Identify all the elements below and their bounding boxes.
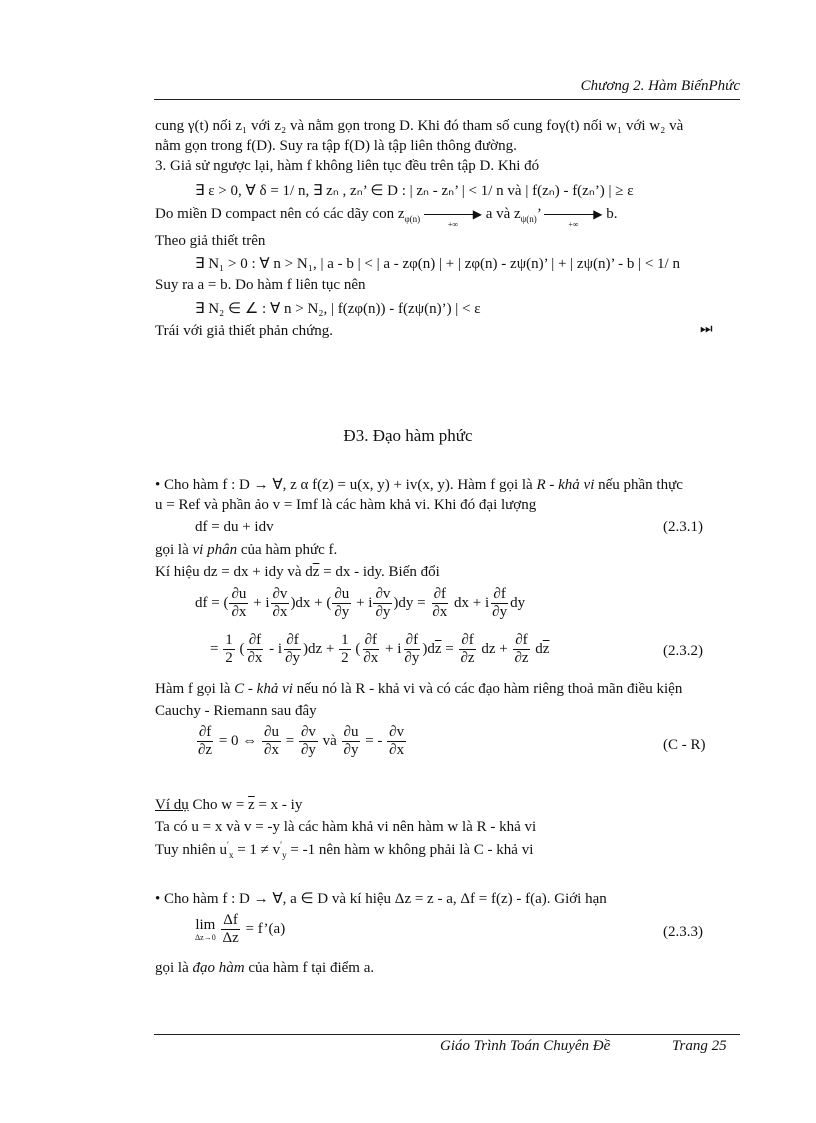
frac-du-dy (342, 724, 361, 759)
equation-2-3-1: df = du + idv (195, 519, 274, 535)
body-p2: u = Ref và phần ảo v = Imf là các hàm khả vi. Khi đó đại lượng (155, 497, 537, 513)
den: ∂z (198, 742, 213, 758)
example-3-text: Tuy nhiên u (155, 842, 227, 858)
prime: ′ (226, 840, 229, 850)
proof-line-10: Trái với giả thiết phản chứng. (155, 323, 333, 339)
equation-number-cr: (C - R) (663, 737, 706, 753)
frac-one-half (339, 632, 351, 667)
num: ∂f (461, 632, 474, 648)
differential-expansion-line-1 (195, 586, 525, 621)
frac-dv-dx (387, 724, 406, 759)
text-dx-plus: )dx + ( (290, 594, 332, 611)
text-close-d: )d (422, 640, 435, 657)
sub-y: y (282, 850, 287, 860)
proof-line-9: ∃ N₂ ∈ ∠ : ∀ n > N₂, | f(zφ(n)) - f(zψ(n)’) | < ε (195, 301, 481, 317)
frac-df-dzbar (196, 724, 214, 759)
header-rule (154, 99, 740, 100)
frac-dv-dx (271, 586, 290, 621)
example-line-1 (155, 797, 302, 814)
sub-x: x (228, 850, 234, 860)
body-p8-text: gọi là (155, 960, 193, 976)
example-3-mid: = 1 ≠ v (233, 842, 281, 858)
equation-number-2-3-2: (2.3.2) (663, 643, 703, 659)
proof-line-3: 3. Giả sử ngược lại, hàm f không liên tục đều trên tập D. Khi đó (155, 158, 540, 174)
body-p1-end: nếu phần thực (594, 477, 683, 493)
running-header: Chương 2. Hàm BiếnPhức (580, 78, 740, 94)
arrow-label-1: +∞ (447, 219, 459, 229)
frac-delta-f-delta-z (220, 912, 240, 947)
proof-line-1: cung γ(t) nối z₁ với z₂ và nằm gọn trong D. Khi đó tham số cung foγ(t) nối w₁ với w₂ và (155, 118, 684, 134)
example-text-end: = x - iy (254, 797, 303, 813)
den: ∂y (334, 604, 350, 620)
num: ∂f (405, 632, 419, 648)
frac-df-dy (283, 632, 302, 667)
body-p7: • Cho hàm f : D → ∀, a ∈ D và kí hiệu Δz = z - a, Δf = f(z) - f(a). Giới hạn (155, 891, 607, 907)
text-d: d (531, 640, 543, 657)
limit-arrow-1: ▶ +∞ (424, 208, 482, 222)
den: ∂y (285, 650, 300, 666)
prime: ′ (280, 840, 283, 850)
term-r-kha-vi: R - khả vi (536, 477, 595, 493)
proof-line-5-sub2: ψ(n) (520, 214, 537, 224)
example-text: Cho w = (188, 797, 249, 813)
proof-line-5-text-b: a và z (481, 206, 521, 222)
den: ∂y (343, 742, 359, 758)
den: ∂x (432, 604, 448, 620)
frac-dv-dy (299, 724, 318, 759)
footer-rule (154, 1034, 740, 1035)
text-eq0: = 0 ⇔ (215, 732, 262, 749)
equation-number-2-3-1: (2.3.1) (663, 519, 703, 535)
lim-rhs: = f’(a) (241, 920, 286, 937)
proof-line-6: Theo giả thiết trên (155, 233, 266, 249)
limit-arrow-2: ▶ +∞ (544, 208, 602, 222)
num: ∂u (334, 586, 350, 602)
proof-line-2: nằm gọn trong f(D). Suy ra tập f(D) là tập liên thông đường. (155, 138, 517, 154)
den: ∂z (460, 650, 475, 666)
den: ∂x (231, 604, 247, 620)
proof-line-5-sub1: φ(n) (404, 214, 421, 224)
den: 2 (341, 650, 349, 666)
example-label: Ví dụ (155, 797, 189, 813)
den: ∂y (404, 650, 420, 666)
term-dao-ham: đạo hàm (192, 960, 245, 976)
derivative-limit (195, 912, 285, 947)
num: 1 (341, 632, 349, 648)
num: ∂v (375, 586, 391, 602)
body-p5 (155, 681, 682, 698)
frac-dv-dy (373, 586, 392, 621)
frac-one-half (223, 632, 235, 667)
text-plus-i: + i (352, 594, 373, 611)
body-p5-end: nếu nó là R - khả vi và có các đạo hàm riêng thoả mãn điều kiện (292, 681, 683, 697)
den: ∂x (363, 650, 379, 666)
lim-sub: Δz→0 (195, 933, 216, 942)
den: ∂z (514, 650, 529, 666)
num: ∂v (272, 586, 288, 602)
proof-line-5-prime: ’ (536, 206, 541, 222)
z-bar: $\overline{z}$ (542, 640, 550, 657)
term-c-kha-vi: C - khả vi (234, 681, 293, 697)
text-plus-i: + i (381, 640, 402, 657)
proof-line-7: ∃ N₁ > 0 : ∀ n > N₁, | a - b | < | a - zφ(n) | + | zφ(n) - zψ(n)’ | + | zψ(n)’ - b | < 1/ n (195, 256, 680, 272)
body-p3-text: gọi là (155, 542, 193, 558)
example-line-3 (155, 840, 533, 860)
frac-du-dy (332, 586, 351, 621)
text-open: ( (351, 640, 361, 657)
text-va: và (318, 732, 341, 749)
text-dx-plus-i: dx + i (450, 594, 490, 611)
num: ∂f (286, 632, 299, 648)
text-open: ( (235, 640, 245, 657)
frac-df-dy (402, 632, 421, 667)
differential-expansion-line-2 (210, 632, 549, 667)
den: ∂x (272, 604, 288, 620)
num: ∂v (389, 724, 405, 740)
proof-line-8: Suy ra a = b. Do hàm f liên tục nên (155, 277, 366, 293)
proof-line-4: ∃ ε > 0, ∀ δ = 1/ n, ∃ zₙ , zₙ’ ∈ D : | zₙ - zₙ’ | < 1/ n và | f(zₙ) - f(zₙ’) | ≥ ε (195, 183, 634, 199)
cauchy-riemann-equation (195, 724, 407, 759)
body-p6: Cauchy - Riemann sau đây (155, 703, 317, 719)
den: Δz (222, 930, 239, 946)
den: ∂y (300, 742, 316, 758)
text-eq: = (441, 640, 458, 657)
end-of-proof-icon: ⏭ (700, 322, 713, 337)
num: ∂u (343, 724, 359, 740)
text-plus-i: + i (249, 594, 270, 611)
text-dy-eq: )dy = (393, 594, 426, 611)
equation-number-2-3-3: (2.3.3) (663, 924, 703, 940)
body-p3 (155, 542, 337, 559)
term-vi-phan: vi phân (192, 542, 238, 558)
z-bar: $\overline{z}$ (312, 564, 320, 580)
body-p5-text: Hàm f gọi là (155, 681, 235, 697)
body-p4-text: Kí hiệu dz = dx + idy và d (155, 564, 313, 580)
body-p8-end: của hàm f tại điểm a. (244, 960, 375, 976)
num: 1 (225, 632, 233, 648)
num: ∂u (231, 586, 247, 602)
proof-line-5-text-d: b. (602, 206, 618, 222)
den: ∂x (264, 742, 279, 758)
text-eq: = (281, 732, 298, 749)
z-bar: $\overline{z}$ (434, 640, 442, 657)
num: ∂f (198, 724, 212, 740)
den: 2 (225, 650, 233, 666)
den: ∂x (389, 742, 405, 758)
text-minus-i: - i (265, 640, 283, 657)
footer-book-title: Giáo Trình Toán Chuyên Đề (440, 1038, 611, 1054)
num: ∂f (493, 586, 506, 602)
num: Δf (223, 912, 238, 928)
body-p8 (155, 960, 374, 977)
text-dz-plus: dz + (477, 640, 508, 657)
num: ∂u (264, 724, 279, 740)
text-dz-plus: )dz + (302, 640, 335, 657)
frac-df-dx (361, 632, 380, 667)
body-p3-end: của hàm phức f. (237, 542, 338, 558)
frac-df-dy (490, 586, 509, 621)
frac-du-dx (262, 724, 281, 759)
example-3-end: = -1 nên hàm w không phải là C - khả vi (286, 842, 534, 858)
frac-df-dz (458, 632, 476, 667)
frac-df-dzbar (512, 632, 530, 667)
body-p4 (155, 564, 440, 581)
num: ∂f (364, 632, 378, 648)
frac-df-dx (245, 632, 264, 667)
num: ∂v (300, 724, 316, 740)
lim-operator (195, 917, 216, 942)
section-title: Đ3. Đạo hàm phức (343, 426, 473, 445)
frac-df-dx (430, 586, 449, 621)
body-p1 (155, 475, 683, 494)
text-df: df = ( (195, 594, 229, 611)
lim-text: lim (195, 917, 216, 933)
den: ∂x (247, 650, 263, 666)
z-bar: $\overline{z}$ (248, 797, 255, 813)
page-number: Trang 25 (672, 1038, 727, 1054)
arrow-label-2: +∞ (568, 219, 579, 229)
num: ∂f (248, 632, 262, 648)
example-line-2: Ta có u = x và v = -y là các hàm khả vi nên hàm w là R - khả vi (155, 819, 537, 835)
num: ∂f (433, 586, 447, 602)
text-eq: = (210, 640, 219, 657)
frac-du-dx (229, 586, 248, 621)
den: ∂y (375, 604, 391, 620)
body-p1-text: • Cho hàm f : D → ∀, z α f(z) = u(x, y) + iv(x, y). Hàm f gọi là (155, 477, 537, 493)
body-p4-end: = dx - idy. Biến đổi (319, 564, 440, 580)
text-dy: dy (510, 594, 526, 611)
den: ∂y (492, 604, 508, 620)
proof-line-5 (155, 206, 618, 229)
num: ∂f (515, 632, 528, 648)
text-eq-minus: = - (361, 732, 387, 749)
proof-line-5-text-a: Do miền D compact nên có các dãy con z (155, 206, 405, 222)
